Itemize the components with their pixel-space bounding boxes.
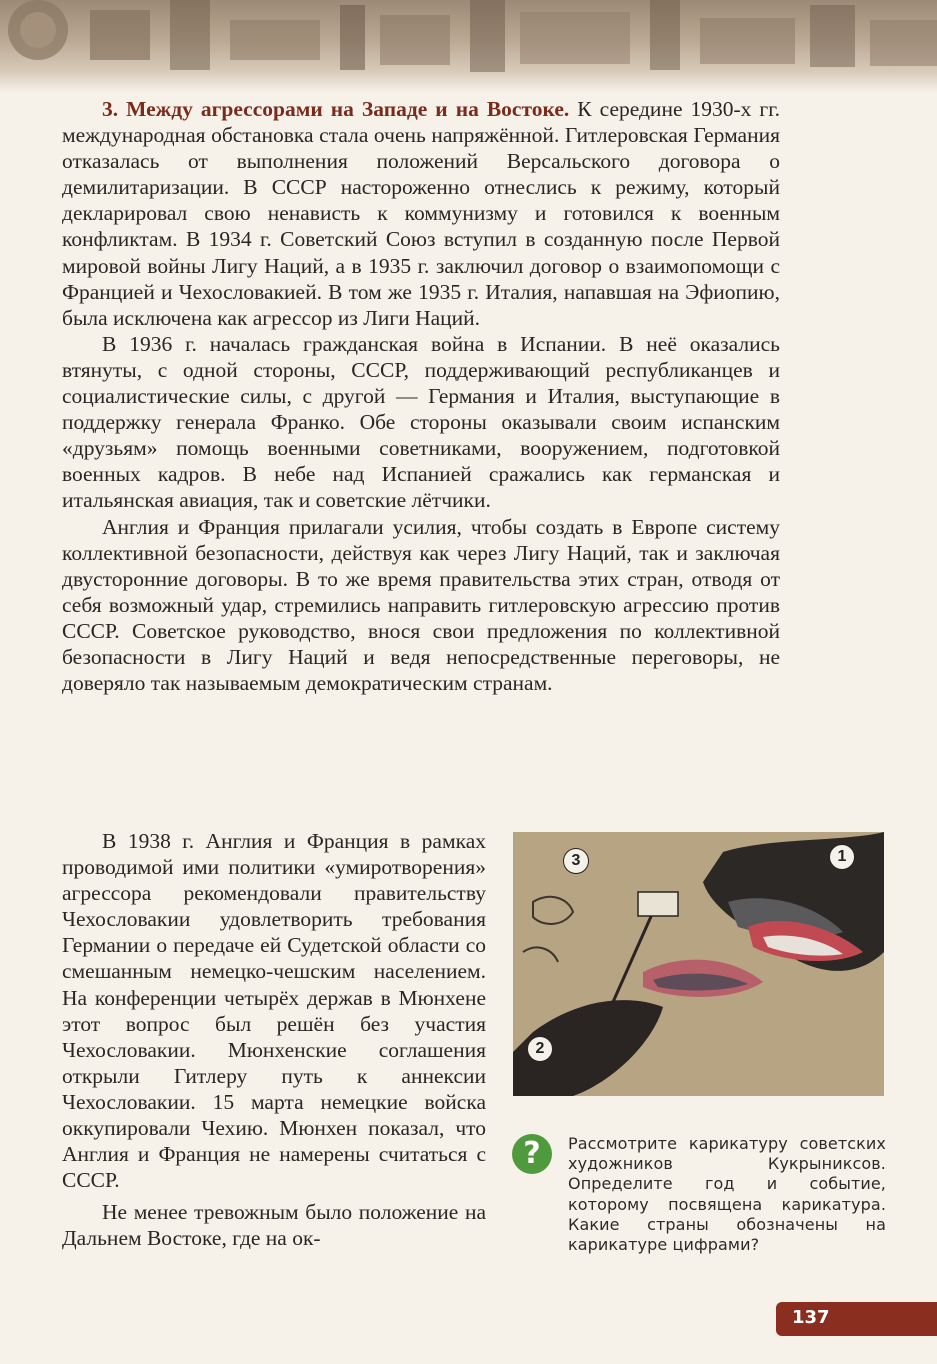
paragraph-munich: В 1938 г. Англия и Франция в рамках проводимой ими политики «умиротворения» агрессора рекомендовали правительству Чехословакии удовлетворить требования Германии о передаче ей Судетской области со смешанным немецко-чешским населением. На конференции четырёх держав в Мюнхене этот вопрос был решён без участия Чехословакии. Мюнхенские соглашения открыли Гитлеру путь к аннексии Чехословакии. 15 марта немецкие войска оккупировали Чехию. Мюнхен показал, что Англия и Франция не намерены считаться с СССР. bbox=[62, 829, 486, 1193]
main-text bbox=[62, 96, 780, 696]
narrow-text-column bbox=[62, 828, 486, 1252]
decorative-header-banner bbox=[0, 0, 937, 92]
paragraph-collective-security: Англия и Франция прилагали усилия, чтобы создать в Европе систему коллективной безопасности, действуя как через Лигу Наций, так и заключая двусторонние договоры. В то же время правительства этих стран, отводя от себя возможный удар, стремились направить гитлеровскую агрессию против СССР. Советское руководство, внося свои предложения по коллективной безопасности в Лигу Наций и ведя непосредственные переговоры, не доверяло так называемым демократическим странам. bbox=[62, 514, 780, 696]
banner-illustration bbox=[0, 0, 937, 92]
cartoon-label-1: 1 bbox=[829, 844, 855, 870]
page-number-badge bbox=[776, 1302, 937, 1336]
kukryniksy-cartoon bbox=[513, 832, 884, 1096]
question-icon: ? bbox=[512, 1134, 552, 1174]
section-heading: 3. Между агрессорами на Западе и на Востоке. bbox=[102, 97, 570, 121]
section-lead-text: К середине 1930-х гг. международная обстановка стала очень напряжённой. Гитлеровская Германия отказалась от выполнения положений Версальского договора о демилитаризации. В СССР настороженно отнеслись к режиму, который декларировал свою ненависть к коммунизму и готовился к военным конфликтам. В 1934 г. Советский Союз вступил в созданную после Первой мировой войны Лигу Наций, а в 1935 г. заключил договор о взаимопомощи с Францией и Чехословакией. В том же 1935 г. Италия, напавшая на Эфиопию, была исключена как агрессор из Лиги Наций. bbox=[62, 97, 781, 330]
cartoon-label-2: 2 bbox=[527, 1036, 553, 1062]
page-number: 137 bbox=[792, 1307, 830, 1328]
cartoon-label-3: 3 bbox=[563, 848, 589, 874]
question-text: Рассмотрите карикатуру советских художников Кукрыниксов. Определите год и событие, которому посвящена карикатура. Какие страны обозначены на карикатуре цифрами? bbox=[568, 1134, 886, 1255]
paragraph-spain: В 1936 г. началась гражданская война в Испании. В неё оказались втянуты, с одной стороны, СССР, поддерживающий республиканцев и социалистические силы, с другой — Германия и Италия, выступающие в поддержку генерала Франко. Обе стороны оказывали своим испанским «друзьям» помощь военными советниками, вооружением, подготовкой военных кадров. В небе над Испанией сражались как германская и итальянская авиация, так и советские лётчики. bbox=[62, 331, 780, 513]
section-paragraph bbox=[62, 96, 780, 331]
paragraph-far-east: Не менее тревожным было положение на Дальнем Востоке, где на ок- bbox=[62, 1200, 486, 1251]
